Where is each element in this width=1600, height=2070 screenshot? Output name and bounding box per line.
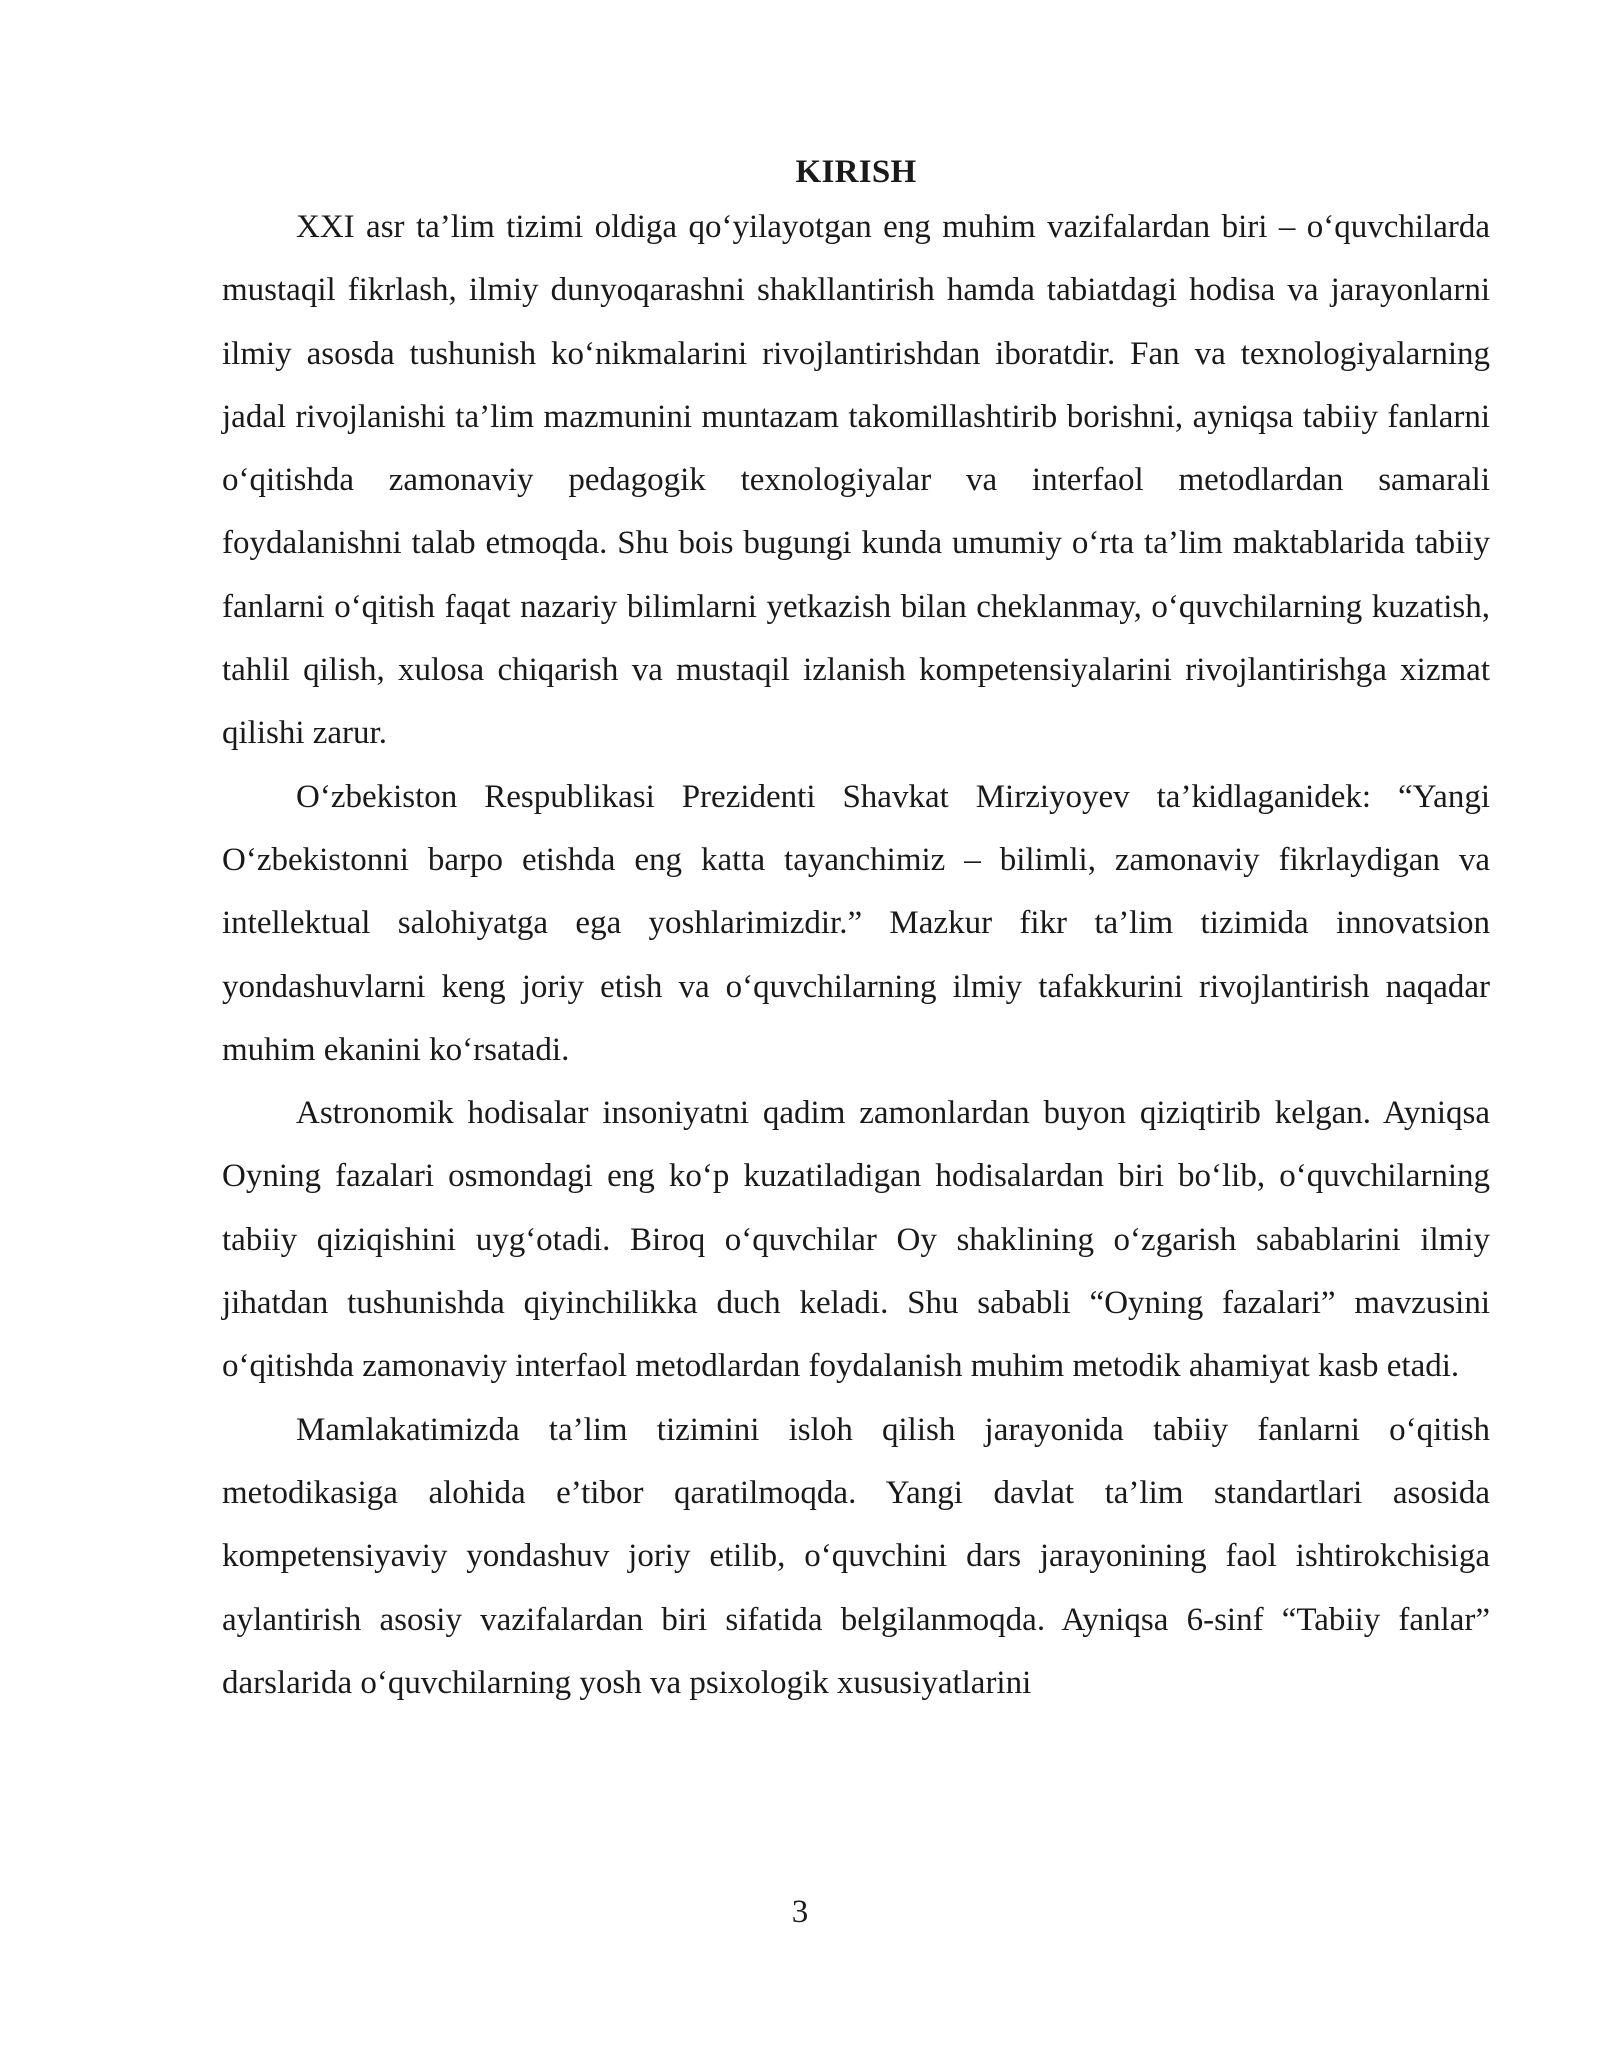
section-title: KIRISH	[795, 154, 917, 190]
page-content	[222, 148, 1490, 1715]
paragraph-3: Astronomik hodisalar insoniyatni qadim zamonlardan buyon qiziqtirib kelgan. Ayniqsa Oyning fazalari osmondagi eng ko‘p kuzatiladigan hodisalardan biri bo‘lib, o‘quvchilarning tabiiy qiziqishini uyg‘otadi. Biroq o‘quvchilar Oy shaklining o‘zgarish sabablarini ilmiy jihatdan tushunishda qiyinchilikka duch keladi. Shu sababli “Oyning fazalari” mavzusini o‘qitishda zamonaviy interfaol metodlardan foydalanish muhim metodik ahamiyat kasb etadi.	[222, 1095, 1490, 1385]
paragraph-1: XXI asr ta’lim tizimi oldiga qo‘yilayotgan eng muhim vazifalardan biri – o‘quvchilarda mustaqil fikrlash, ilmiy dunyoqarashni shakllantirish hamda tabiatdagi hodisa va jarayonlarni ilmiy asosda tushunish ko‘nikmalarini rivojlantirishdan iboratdir. Fan va texnologiyalarning jadal rivojlanishi ta’lim mazmunini muntazam takomillashtirib borishni, ayniqsa tabiiy fanlarni o‘qitishda zamonaviy pedagogik texnologiyalar va interfaol metodlardan samarali foydalanishni talab etmoqda. Shu bois bugungi kunda umumiy o‘rta ta’lim maktablarida tabiiy fanlarni o‘qitish faqat nazariy bilimlarni yetkazish bilan cheklanmay, o‘quvchilarning kuzatish, tahlil qilish, xulosa chiqarish va mustaqil izlanish kompetensiyalarini rivojlantirishga xizmat qilishi zarur.	[222, 209, 1490, 752]
paragraph-4: Mamlakatimizda ta’lim tizimini isloh qilish jarayonida tabiiy fanlarni o‘qitish metodikasiga alohida e’tibor qaratilmoqda. Yangi davlat ta’lim standartlari asosida kompetensiyaviy yondashuv joriy etilib, o‘quvchini dars jarayonining faol ishtirokchisiga aylantirish asosiy vazifalardan biri sifatida belgilanmoqda. Ayniqsa 6-sinf “Tabiiy fanlar” darslarida o‘quvchilarning yosh va psixologik xususiyatlarini	[222, 1411, 1490, 1701]
paragraph-2: O‘zbekiston Respublikasi Prezidenti Shavkat Mirziyoyev ta’kidlaganidek: “Yangi O‘zbekistonni barpo etishda eng katta tayanchimiz – bilimli, zamonaviy fikrlaydigan va intellektual salohiyatga ega yoshlarimizdir.” Mazkur fikr ta’lim tizimida innovatsion yondashuvlarni keng joriy etish va o‘quvchilarning ilmiy tafakkurini rivojlantirish naqadar muhim ekanini ko‘rsatadi.	[222, 778, 1490, 1068]
page-number: 3	[791, 1894, 809, 1930]
